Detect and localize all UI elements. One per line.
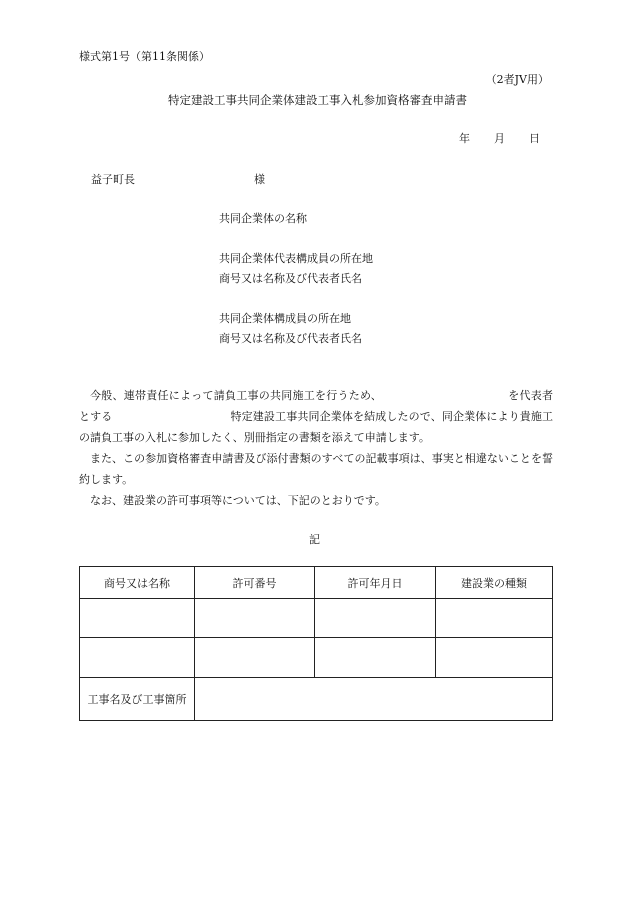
table-cell[interactable] [436, 599, 553, 638]
p1-part-a: 今般、連帯責任によって請負工事の共同施工を行うため、 [90, 389, 383, 402]
table-cell[interactable] [195, 599, 315, 638]
document-title: 特定建設工事共同企業体建設工事入札参加資格審査申請書 [168, 93, 467, 107]
rep-name-label: 商号又は名称及び代表者氏名 [219, 272, 362, 285]
member-address-label: 共同企業体構成員の所在地 [219, 312, 351, 325]
body-text [79, 385, 553, 511]
rep-address-label: 共同企業体代表構成員の所在地 [219, 252, 373, 265]
table-cell[interactable] [80, 599, 195, 638]
table-cell[interactable] [195, 638, 315, 678]
table-row [80, 638, 553, 678]
table-cell[interactable] [315, 638, 436, 678]
date-year: 年 [459, 132, 470, 145]
jv-type-label: （2者JV用） [485, 73, 549, 86]
p1-part-b: を代表者とする [79, 389, 554, 423]
addressee-honorific: 様 [254, 173, 265, 186]
table-cell[interactable] [315, 599, 436, 638]
table-cell[interactable] [80, 638, 195, 678]
addressee-name: 益子町長 [91, 173, 135, 186]
member-name-label: 商号又は名称及び代表者氏名 [219, 332, 362, 345]
header-business-type: 建設業の種類 [436, 567, 553, 599]
header-license-date: 許可年月日 [315, 567, 436, 599]
paragraph-1 [79, 385, 553, 448]
table-header-row [80, 567, 553, 599]
jv-name-label: 共同企業体の名称 [219, 212, 307, 225]
form-number: 様式第1号（第11条関係） [79, 50, 210, 63]
paragraph-3: なお、建設業の許可事項等については、下記のとおりです。 [90, 494, 386, 507]
date-month: 月 [494, 132, 505, 145]
p1-part-c: 特定建設工事共同企業体を結成したので、同企業体により貴施工の請負工事の入札に参加したく、別冊指定の書類を添えて申請します。 [79, 410, 554, 444]
date-day: 日 [529, 132, 540, 145]
project-value-cell[interactable] [195, 678, 553, 721]
ki-heading: 記 [309, 533, 320, 546]
header-license-number: 許可番号 [195, 567, 315, 599]
license-table [79, 566, 553, 721]
header-company-name: 商号又は名称 [80, 567, 195, 599]
project-label: 工事名及び工事箇所 [80, 678, 195, 721]
table-row [80, 599, 553, 638]
table-cell[interactable] [436, 638, 553, 678]
paragraph-2: また、この参加資格審査申請書及び添付書類のすべての記載事項は、事実と相違ないことを誓約します。 [79, 452, 553, 486]
project-row [80, 678, 553, 721]
